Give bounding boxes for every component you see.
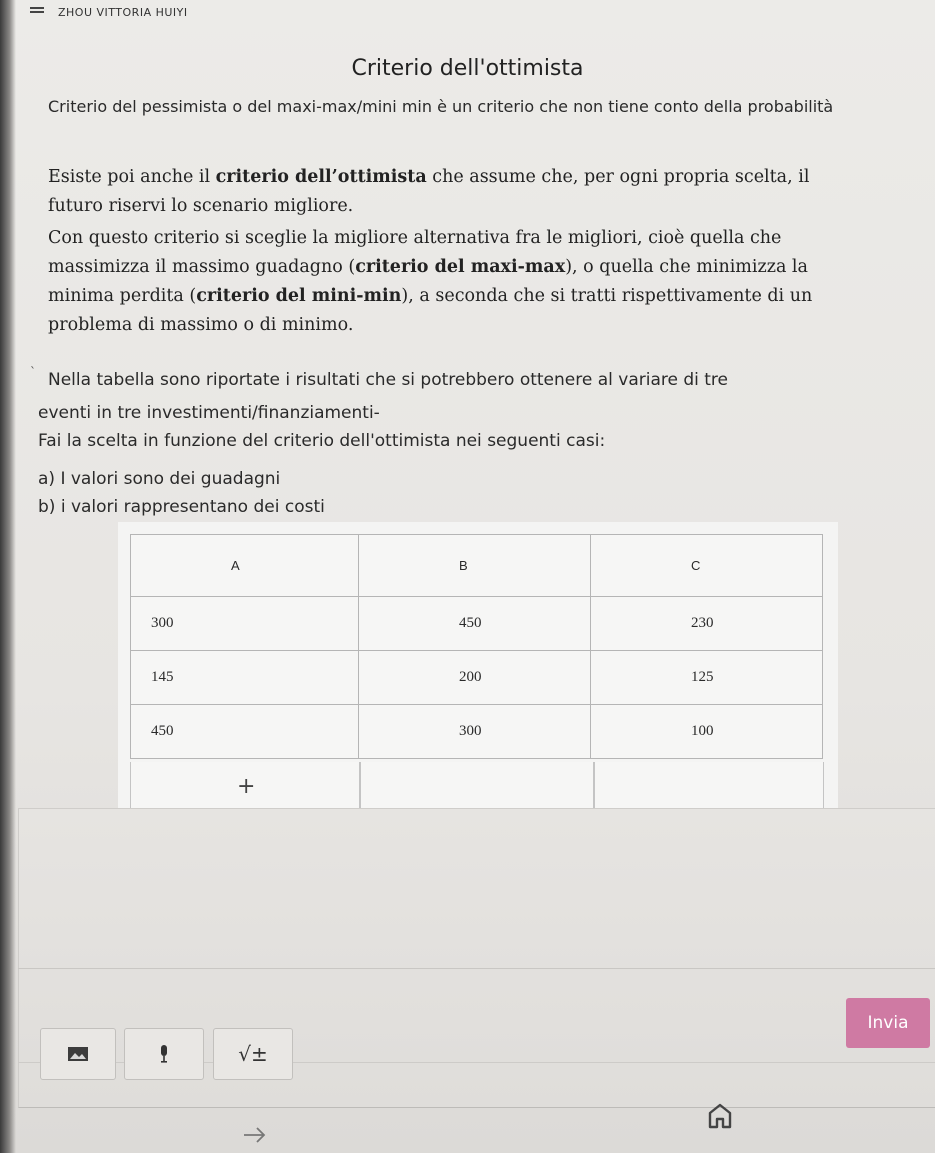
- column-header-a[interactable]: A: [131, 535, 359, 597]
- table-cell[interactable]: 100: [591, 705, 823, 759]
- empty-cell: [360, 762, 594, 812]
- task-line-1: Nella tabella sono riportate i risultati che si potrebbero ottenere al variare di tre: [48, 370, 729, 390]
- task-line-2: eventi in tre investimenti/finanziamenti-: [38, 403, 380, 423]
- paragraph-criteria-part2: ), o quella che minimizza la minima perdita (: [48, 257, 808, 306]
- home-icon[interactable]: [705, 1100, 735, 1130]
- table-row: [131, 651, 823, 705]
- math-editor-button[interactable]: √±: [213, 1028, 293, 1080]
- table-cell[interactable]: 450: [359, 597, 591, 651]
- paragraph-optimist-bold: criterio dell’ottimista: [215, 167, 427, 187]
- table-cell[interactable]: 450: [131, 705, 359, 759]
- paragraph-criteria-part3: ), a seconda che si tratti rispettivamente di un problema di massimo o di minimo.: [48, 286, 813, 335]
- paragraph-criteria-part1: Con questo criterio si sceglie la migliore alternativa fra le migliori, cioè quella che massimizza il massimo guadagno (: [48, 228, 782, 277]
- add-row: [130, 762, 824, 812]
- table-cell[interactable]: 200: [359, 651, 591, 705]
- data-table: [130, 534, 823, 759]
- column-header-b[interactable]: B: [359, 535, 591, 597]
- send-button[interactable]: Invia: [846, 998, 930, 1048]
- case-b: b) i valori rappresentano dei costi: [38, 497, 325, 517]
- table-cell[interactable]: 125: [591, 651, 823, 705]
- task-line-3: Fai la scelta in funzione del criterio dell'ottimista nei seguenti casi:: [38, 431, 606, 451]
- data-table-container: [118, 522, 838, 827]
- column-header-c[interactable]: C: [591, 535, 823, 597]
- mini-min-bold: criterio del mini-min: [196, 286, 402, 306]
- table-cell[interactable]: 300: [131, 597, 359, 651]
- table-header-row: [131, 535, 823, 597]
- voice-input-button[interactable]: [124, 1028, 204, 1080]
- answer-divider: [18, 968, 935, 969]
- table-row: [131, 705, 823, 759]
- paragraph-optimist: [48, 163, 858, 221]
- case-a: a) I valori sono dei guadagni: [38, 469, 281, 489]
- user-name: ZHOU VITTORIA HUIYI: [58, 5, 188, 19]
- question-title: Criterio dell'ottimista: [351, 56, 584, 81]
- paragraph-optimist-after: che assume che, per ogni propria scelta, il futuro riservi lo scenario migliore.: [48, 167, 810, 216]
- table-cell[interactable]: 145: [131, 651, 359, 705]
- stray-mark: `: [30, 365, 36, 379]
- paragraph-optimist-before: Esiste poi anche il: [48, 167, 216, 187]
- left-edge-shadow: [0, 0, 16, 1153]
- microphone-icon: [159, 1045, 169, 1063]
- table-cell[interactable]: 300: [359, 705, 591, 759]
- table-cell[interactable]: 230: [591, 597, 823, 651]
- table-row: [131, 597, 823, 651]
- image-icon: [67, 1046, 89, 1062]
- maxi-max-bold: criterio del maxi-max: [355, 257, 566, 277]
- intro-text: Criterio del pessimista o del maxi-max/mini min è un criterio che non tiene conto della probabilità: [48, 97, 834, 116]
- menu-icon[interactable]: [30, 7, 44, 17]
- arrow-right-icon[interactable]: [240, 1122, 270, 1148]
- insert-image-button[interactable]: [40, 1028, 116, 1080]
- paragraph-criteria: [48, 224, 858, 340]
- empty-cell: [594, 762, 824, 812]
- add-row-button[interactable]: +: [130, 762, 360, 812]
- header: [30, 0, 910, 24]
